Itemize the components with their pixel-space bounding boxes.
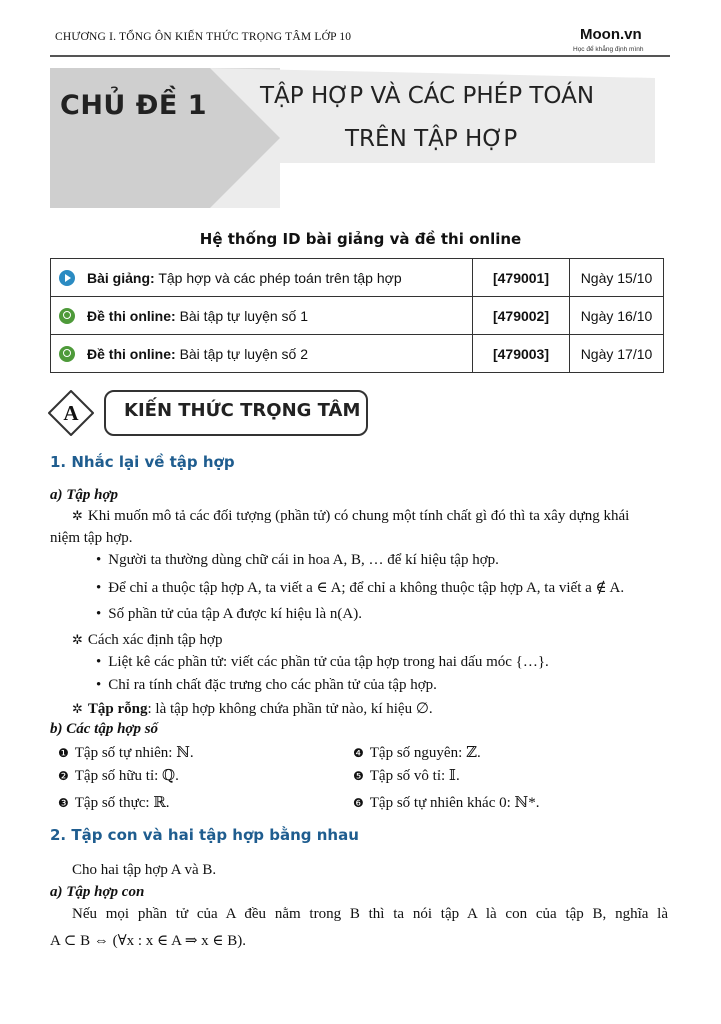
header-divider [50, 55, 670, 57]
table-row[interactable]: Đề thi online: Bài tập tự luyện số 1 [479002] Ngày 16/10 [51, 297, 664, 335]
lesson-date: Ngày 16/10 [570, 297, 664, 335]
number-set-item: ❷ Tập số hữu tỉ: ℚ. [58, 768, 179, 784]
intro-line1: Khi muốn mô tả các đối tượng (phần tử) có chung một tính chất gì đó thì ta xây dựng khái [87, 508, 630, 524]
gear-icon: ✲ [72, 702, 83, 717]
clock-icon[interactable] [59, 346, 75, 362]
lesson-id: [479001] [473, 259, 570, 297]
lesson-id-table [50, 258, 664, 373]
lesson-date: Ngày 15/10 [570, 259, 664, 297]
bullet-item: • Liệt kê các phần tử: viết các phần tử của tập hợp trong hai dấu móc {…}. [96, 654, 549, 671]
part1-b-title: b) Các tập hợp số [50, 721, 159, 737]
bullet-item: • Người ta thường dùng chữ cái in hoa A, B, … để kí hiệu tập hợp. [96, 552, 499, 569]
table-row[interactable]: Bài giảng: Tập hợp và các phép toán trên tập hợp [479001] Ngày 15/10 [51, 259, 664, 297]
clock-icon[interactable] [59, 308, 75, 324]
bullet-item: • Số phần tử của tập A được kí hiệu là n(A). [96, 606, 362, 623]
subset-definition-line1: Nếu mọi phần tử của A đều nằm trong B thì ta nói tập A là con của tập B, nghĩa là [72, 906, 668, 922]
part1-heading: 1. Nhắc lại về tập hợp [50, 453, 235, 471]
part2-heading: 2. Tập con và hai tập hợp bằng nhau [50, 826, 359, 844]
empty-set-label: Tập rỗng [87, 701, 148, 717]
gear-icon: ✲ [72, 633, 83, 648]
section-title: KIẾN THỨC TRỌNG TÂM [124, 400, 361, 421]
gear-icon: ✲ [72, 509, 83, 524]
empty-set-text: : là tập hợp không chứa phần tử nào, kí hiệu ∅. [147, 701, 433, 717]
number-set-item: ❶ Tập số tự nhiên: ℕ. [58, 745, 194, 761]
part1-a-title: a) Tập hợp [50, 487, 119, 503]
subset-definition-line2: A ⊂ B ⇔ (∀x : x ∈ A ⇒ x ∈ B). [50, 933, 246, 949]
number-set-item: ❹ Tập số nguyên: ℤ. [353, 745, 481, 761]
intro-line2: niệm tập hợp. [50, 530, 133, 546]
part2-a-title: a) Tập hợp con [50, 884, 145, 900]
table-row[interactable]: Đề thi online: Bài tập tự luyện số 2 [479003] Ngày 17/10 [51, 335, 664, 373]
id-system-heading: Hệ thống ID bài giảng và đề thi online [199, 230, 522, 248]
number-set-item: ❻ Tập số tự nhiên khác 0: ℕ*. [353, 795, 540, 811]
number-set-item: ❸ Tập số thực: ℝ. [58, 795, 170, 811]
lesson-id: [479002] [473, 297, 570, 335]
section-letter: A [63, 401, 79, 425]
part2-intro: Cho hai tập hợp A và B. [72, 862, 217, 878]
lesson-id: [479003] [473, 335, 570, 373]
play-icon[interactable] [59, 270, 75, 286]
chapter-header: CHƯƠNG I. TỔNG ÔN KIẾN THỨC TRỌNG TÂM LỚP 10 [55, 31, 352, 43]
brand-logo: Moon.vn [580, 26, 642, 43]
topic-title-line2: TRÊN TẬP HỢP [345, 126, 518, 152]
bullet-item: • Để chỉ a thuộc tập hợp A, ta viết a ∈ A; để chỉ a không thuộc tập hợp A, ta viết a ∉ A. [96, 578, 624, 597]
method-title: Cách xác định tập hợp [87, 632, 223, 648]
number-set-item: ❺ Tập số vô tỉ: 𝕀. [353, 768, 460, 784]
topic-title-line1: TẬP HỢP VÀ CÁC PHÉP TOÁN [260, 83, 595, 109]
topic-label: CHỦ ĐỀ 1 [60, 90, 207, 121]
lesson-date: Ngày 17/10 [570, 335, 664, 373]
brand-slogan: Học để khẳng định mình [573, 46, 644, 53]
bullet-item: • Chỉ ra tính chất đặc trưng cho các phần tử của tập hợp. [96, 677, 437, 694]
